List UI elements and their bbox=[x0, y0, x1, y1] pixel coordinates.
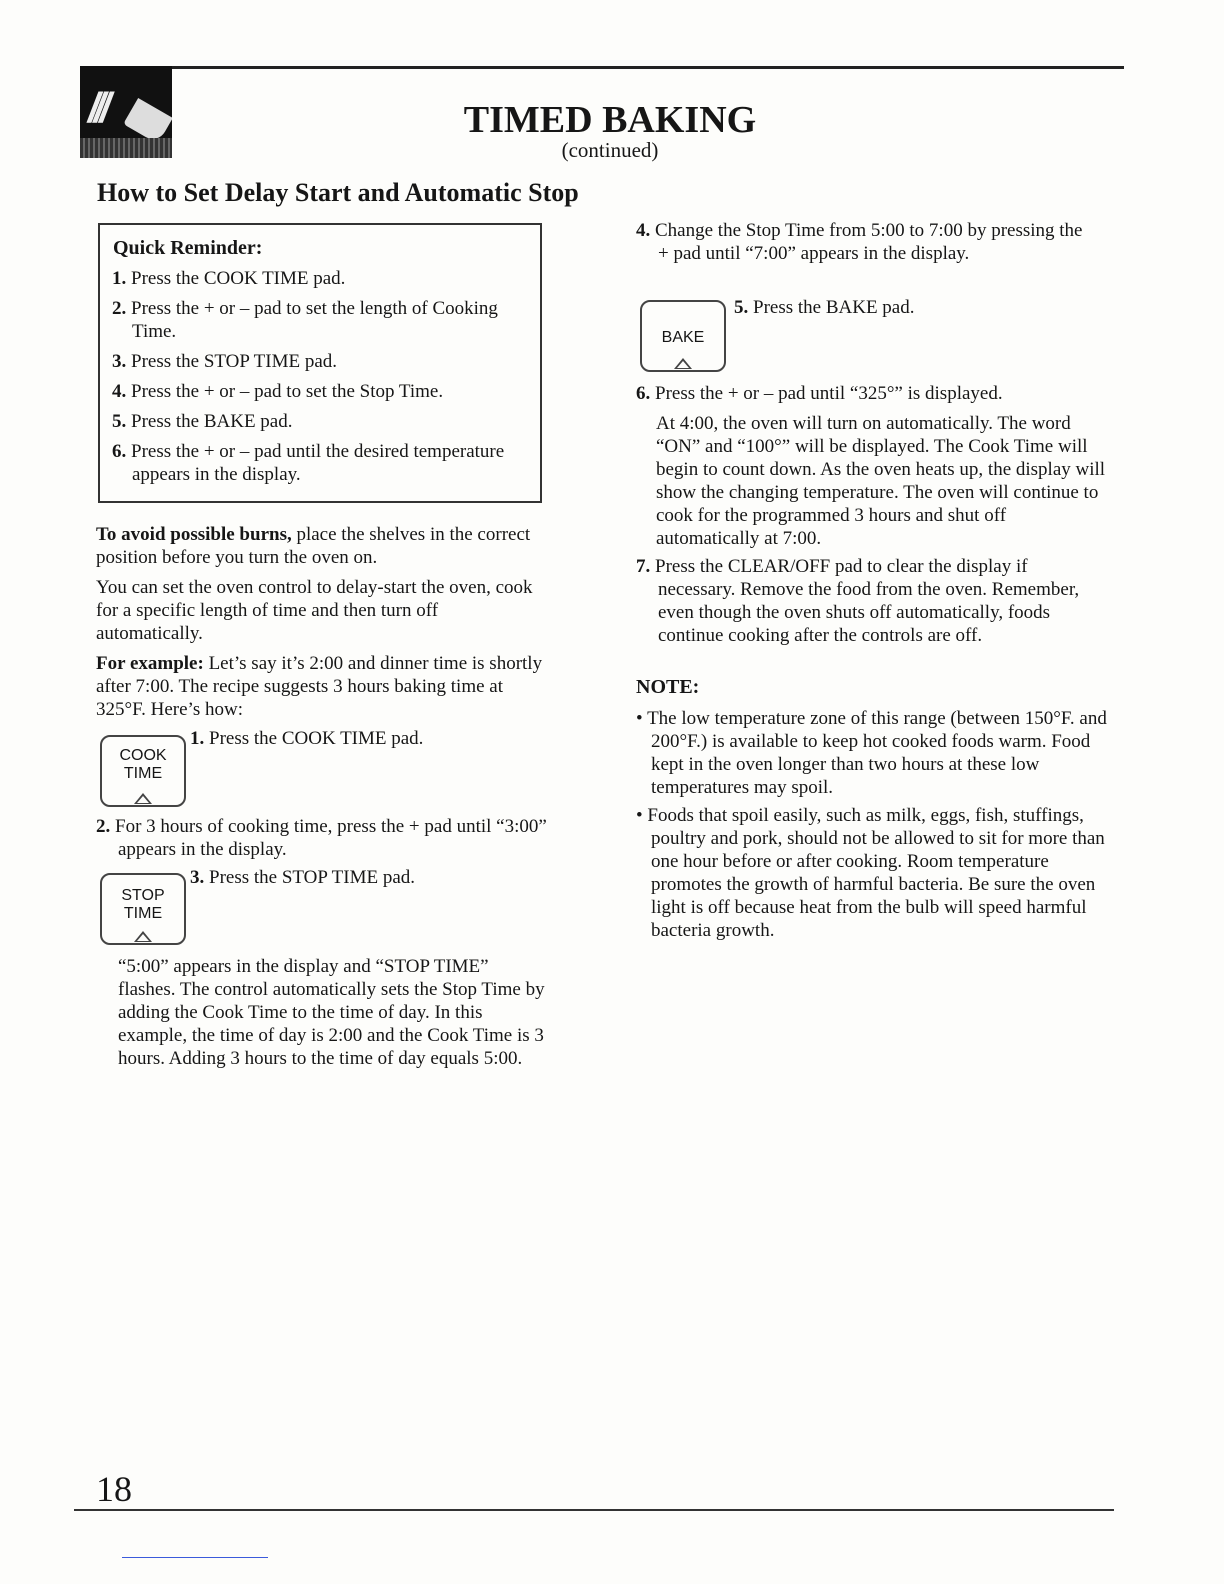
step-1: 1. Press the COOK TIME pad. bbox=[190, 728, 424, 749]
list-item: 2. Press the + or – pad to set the length of Cooking Time. bbox=[112, 298, 498, 342]
quick-reminder-list bbox=[112, 267, 532, 493]
page-number: 18 bbox=[96, 1469, 132, 1509]
hand-pressing-pad-logo-icon: /// bbox=[80, 66, 172, 158]
step-3: 3. Press the STOP TIME pad. bbox=[190, 867, 416, 888]
page-title: TIMED BAKING bbox=[463, 99, 757, 141]
list-item: 1. Press the COOK TIME pad. bbox=[112, 268, 346, 289]
link-underline bbox=[122, 1557, 268, 1558]
step-2: 2. For 3 hours of cooking time, press the + pad until “3:00” appears in the display. bbox=[96, 816, 547, 860]
example-paragraph: For example: Let’s say it’s 2:00 and dinner time is shortly after 7:00. The recipe suggests 3 hours baking time at 325°F. Here’s how: bbox=[96, 653, 543, 720]
burns-warning: To avoid possible burns, place the shelves in the correct position before you turn the oven on. bbox=[96, 524, 531, 568]
bake-pad: BAKE bbox=[640, 300, 726, 372]
list-item: 5. Press the BAKE pad. bbox=[112, 411, 293, 432]
step-6-detail: At 4:00, the oven will turn on automatically. The word “ON” and “100°” will be displayed. The Cook Time will begin to count down. As the oven heats up, the display will show the changing temperature. The oven will continue to cook for the programmed 3 hours and shut off automatically at 7:00. bbox=[656, 413, 1106, 549]
step-7: 7. Press the CLEAR/OFF pad to clear the display if necessary. Remove the food from the oven. Remember, even though the oven shuts off automatically, foods continue cooking after the controls are off. bbox=[636, 556, 1080, 646]
page-subtitle: (continued) bbox=[561, 138, 659, 162]
step-6: 6. Press the + or – pad until “325°” is displayed. bbox=[636, 383, 1003, 404]
stop-time-pad: STOP TIME bbox=[100, 873, 186, 945]
list-item: 6. Press the + or – pad until the desired temperature appears in the display. bbox=[112, 441, 505, 485]
step-3-detail: “5:00” appears in the display and “STOP TIME” flashes. The control automatically sets the Stop Time by adding the Cook Time to the time of day. In this example, the time of day is 2:00 and the Cook Time is 3 hours. Adding 3 hours to the time of day equals 5:00. bbox=[118, 956, 545, 1069]
top-rule bbox=[80, 66, 1124, 69]
note-title: NOTE: bbox=[636, 676, 700, 698]
step-4: 4. Change the Stop Time from 5:00 to 7:00 by pressing the + pad until “7:00” appears in the display. bbox=[636, 220, 1083, 264]
quick-reminder-box bbox=[98, 223, 542, 503]
list-item: 3. Press the STOP TIME pad. bbox=[112, 351, 338, 372]
list-item: 4. Press the + or – pad to set the Stop Time. bbox=[112, 381, 444, 402]
note-bullet: • The low temperature zone of this range (between 150°F. and 200°F.) is available to keep hot cooked foods warm. Food kept in the oven longer than two hours at these low temperatures may spoil. bbox=[636, 708, 1107, 798]
quick-reminder-title: Quick Reminder: bbox=[113, 237, 263, 259]
step-5: 5. Press the BAKE pad. bbox=[734, 297, 915, 318]
section-heading: How to Set Delay Start and Automatic Stop bbox=[97, 178, 579, 207]
bottom-rule bbox=[74, 1509, 1114, 1511]
intro-paragraph: You can set the oven control to delay-start the oven, cook for a specific length of time and then turn off automatically. bbox=[96, 577, 533, 644]
cook-time-pad: COOK TIME bbox=[100, 735, 186, 807]
note-bullet: • Foods that spoil easily, such as milk, eggs, fish, stuffings, poultry and pork, should not be allowed to sit for more than one hour before or after cooking. Room temperature promotes the growth of harmful bacteria. Be sure the oven light is off because heat from the bulb will speed harmful bacteria growth. bbox=[636, 805, 1105, 941]
